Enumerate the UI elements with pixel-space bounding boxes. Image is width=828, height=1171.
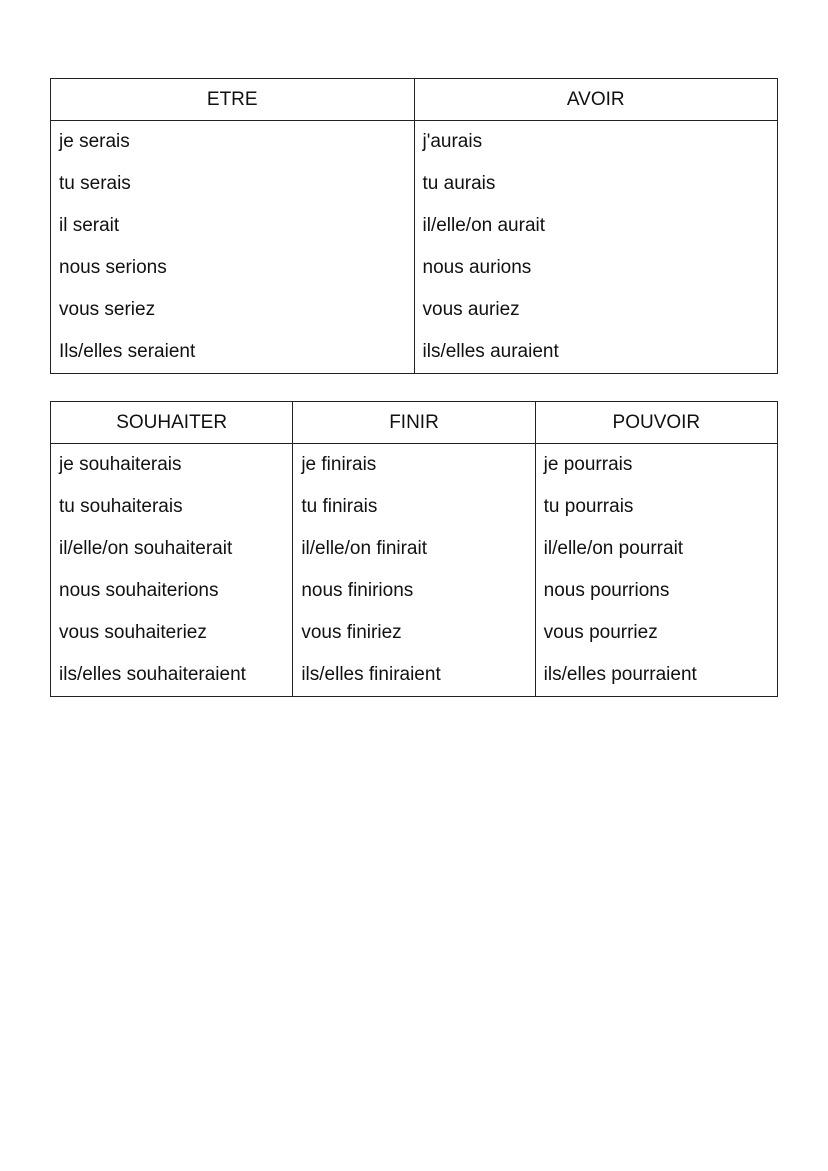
table-row bbox=[51, 486, 778, 528]
table-cell: je serais bbox=[51, 121, 415, 164]
table-cell: tu finirais bbox=[293, 486, 535, 528]
table-row bbox=[51, 570, 778, 612]
table-cell: j'aurais bbox=[414, 121, 778, 164]
table-row bbox=[51, 612, 778, 654]
table-cell: vous finiriez bbox=[293, 612, 535, 654]
table-cell: je pourrais bbox=[535, 444, 777, 487]
table-header bbox=[51, 402, 778, 444]
conjugation-table-souhaiter-finir-pouvoir bbox=[50, 401, 778, 697]
column-header-avoir: AVOIR bbox=[414, 79, 778, 121]
header-row bbox=[51, 79, 778, 121]
header-row bbox=[51, 402, 778, 444]
table-cell: tu aurais bbox=[414, 163, 778, 205]
table-cell: Ils/elles seraient bbox=[51, 331, 415, 374]
table-cell: nous souhaiterions bbox=[51, 570, 293, 612]
conjugation-table-etre-avoir bbox=[50, 78, 778, 374]
table-cell: nous pourrions bbox=[535, 570, 777, 612]
table-row bbox=[51, 528, 778, 570]
table-cell: il/elle/on finirait bbox=[293, 528, 535, 570]
table-cell: il serait bbox=[51, 205, 415, 247]
table-cell: je souhaiterais bbox=[51, 444, 293, 487]
table-cell: nous finirions bbox=[293, 570, 535, 612]
table-row bbox=[51, 331, 778, 374]
table-cell: il/elle/on souhaiterait bbox=[51, 528, 293, 570]
table-row bbox=[51, 121, 778, 164]
table-cell: tu serais bbox=[51, 163, 415, 205]
table-row bbox=[51, 654, 778, 697]
column-header-pouvoir: POUVOIR bbox=[535, 402, 777, 444]
table-body bbox=[51, 121, 778, 374]
table-cell: il/elle/on aurait bbox=[414, 205, 778, 247]
table-cell: tu souhaiterais bbox=[51, 486, 293, 528]
table-cell: il/elle/on pourrait bbox=[535, 528, 777, 570]
table-cell: ils/elles souhaiteraient bbox=[51, 654, 293, 697]
table-cell: ils/elles finiraient bbox=[293, 654, 535, 697]
column-header-finir: FINIR bbox=[293, 402, 535, 444]
table-cell: je finirais bbox=[293, 444, 535, 487]
table-row bbox=[51, 163, 778, 205]
table-body bbox=[51, 444, 778, 697]
table-row bbox=[51, 444, 778, 487]
table-cell: vous auriez bbox=[414, 289, 778, 331]
table-header bbox=[51, 79, 778, 121]
column-header-etre: ETRE bbox=[51, 79, 415, 121]
column-header-souhaiter: SOUHAITER bbox=[51, 402, 293, 444]
table-cell: vous souhaiteriez bbox=[51, 612, 293, 654]
table-cell: vous pourriez bbox=[535, 612, 777, 654]
table-cell: vous seriez bbox=[51, 289, 415, 331]
table-cell: tu pourrais bbox=[535, 486, 777, 528]
table-cell: ils/elles auraient bbox=[414, 331, 778, 374]
table-row bbox=[51, 205, 778, 247]
table-cell: nous aurions bbox=[414, 247, 778, 289]
table-row bbox=[51, 289, 778, 331]
table-cell: ils/elles pourraient bbox=[535, 654, 777, 697]
table-cell: nous serions bbox=[51, 247, 415, 289]
table-row bbox=[51, 247, 778, 289]
